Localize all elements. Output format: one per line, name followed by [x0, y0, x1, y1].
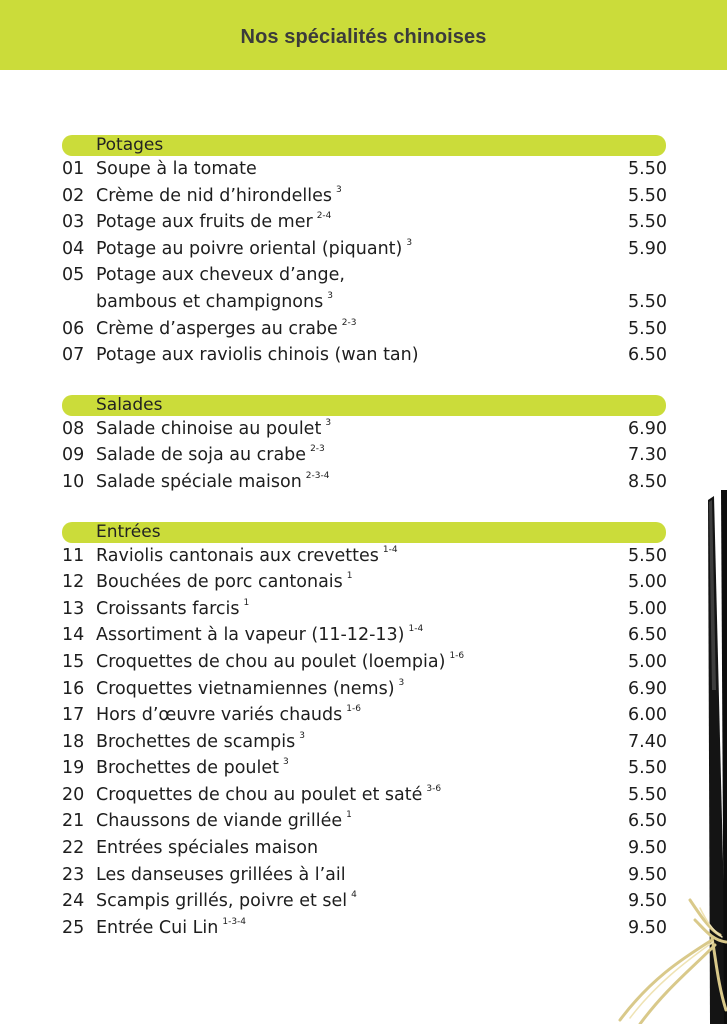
- item-name-text: Scampis grillés, poivre et sel: [96, 891, 348, 912]
- item-name-text: Brochettes de poulet: [96, 758, 280, 779]
- item-number: 19: [62, 758, 85, 779]
- menu-section: [0, 395, 727, 496]
- allergen-codes: 4: [351, 890, 357, 901]
- menu-item: [0, 156, 727, 183]
- item-name: [96, 342, 419, 369]
- item-number: 20: [62, 784, 85, 805]
- item-number: 01: [62, 159, 85, 179]
- menu-item: [0, 622, 727, 649]
- menu-item: [0, 469, 727, 496]
- item-price: 5.50: [628, 159, 667, 179]
- item-name-text: Crème de nid d’hirondelles: [96, 185, 332, 206]
- item-name-text: Soupe à la tomate: [96, 159, 257, 179]
- item-price: 6.90: [628, 678, 667, 699]
- allergen-codes: 2-3: [341, 317, 357, 328]
- menu-item: [0, 782, 727, 809]
- item-name-text: Raviolis cantonais aux crevettes: [96, 545, 379, 566]
- item-name-text: Croquettes de chou au poulet et saté: [96, 784, 423, 805]
- item-number: 07: [62, 345, 85, 366]
- item-name: [96, 676, 404, 703]
- item-name: [96, 262, 345, 289]
- item-name-text: Potage aux raviolis chinois (wan tan): [96, 345, 419, 366]
- item-price: 5.90: [628, 238, 667, 259]
- item-number: 10: [62, 471, 85, 492]
- item-price: 5.50: [628, 185, 667, 206]
- menu-item: [0, 702, 727, 729]
- item-name-text: Les danseuses grillées à l’ail: [96, 864, 346, 885]
- allergen-codes: 3: [327, 290, 333, 301]
- menu-item: [0, 755, 727, 782]
- item-number: 18: [62, 731, 85, 752]
- item-number: 08: [62, 418, 85, 439]
- item-price: 7.40: [628, 731, 667, 752]
- item-name: [96, 569, 353, 596]
- item-number: 25: [62, 917, 85, 938]
- item-name-text: Potage aux cheveux d’ange,: [96, 265, 345, 286]
- allergen-codes: 1-3-4: [222, 916, 247, 927]
- item-name: [96, 469, 329, 496]
- item-name: [96, 442, 325, 469]
- menu-item: [0, 649, 727, 676]
- allergen-codes: 3: [325, 417, 332, 428]
- allergen-codes: 2-4: [316, 211, 332, 222]
- allergen-codes: 1: [346, 810, 352, 821]
- item-name-text: Entrée Cui Lin: [96, 917, 219, 938]
- item-number: 15: [62, 651, 85, 672]
- allergen-codes: 2-3: [310, 444, 325, 455]
- item-name: [96, 289, 333, 316]
- item-name-text: Brochettes de scampis: [96, 731, 296, 752]
- item-number: 11: [62, 545, 85, 566]
- page-title: Nos spécialités chinoises: [240, 26, 487, 48]
- menu-item: [0, 729, 727, 756]
- menu-item: [0, 569, 727, 596]
- menu-section: [0, 135, 727, 369]
- menu-item: [0, 289, 727, 316]
- section-title: Potages: [96, 135, 164, 155]
- item-number: 02: [62, 185, 85, 206]
- allergen-codes: 3: [398, 677, 405, 688]
- item-name-text: Croquettes de chou au poulet (loempia): [96, 651, 446, 672]
- allergen-codes: 1-6: [346, 704, 361, 715]
- item-price: 7.30: [628, 445, 667, 466]
- menu-item: [0, 835, 727, 862]
- item-name-text: Bouchées de porc cantonais: [96, 572, 343, 593]
- item-name-text: Crème d’asperges au crabe: [96, 318, 338, 339]
- menu-item: [0, 416, 727, 443]
- item-price: 6.50: [628, 811, 667, 832]
- menu-item: [0, 442, 727, 469]
- item-number: 09: [62, 445, 85, 466]
- item-price: 9.50: [628, 917, 667, 938]
- item-price: 5.50: [628, 291, 667, 312]
- menu-item: [0, 183, 727, 210]
- section-title: Salades: [96, 394, 163, 415]
- item-price: 8.50: [628, 471, 667, 492]
- section-header: [62, 522, 666, 543]
- item-price: 5.00: [628, 572, 667, 593]
- item-name: [96, 862, 346, 889]
- item-name-text: Croquettes vietnamiennes (nems): [96, 678, 395, 699]
- item-name: [96, 236, 412, 263]
- item-name-text: Hors d’œuvre variés chauds: [96, 705, 343, 726]
- item-price: 5.00: [628, 598, 667, 619]
- item-name: [96, 316, 357, 343]
- item-name-text: Entrées spéciales maison: [96, 838, 319, 859]
- item-price: 5.00: [628, 651, 667, 672]
- item-name: [96, 183, 342, 210]
- item-name: [96, 755, 289, 782]
- item-name: [96, 156, 257, 183]
- menu-item: [0, 262, 727, 289]
- menu-item: [0, 808, 727, 835]
- item-name: [96, 888, 357, 915]
- menu-item: [0, 915, 727, 942]
- item-name: [96, 808, 352, 835]
- allergen-codes: 3: [283, 757, 289, 768]
- item-price: 6.50: [628, 345, 667, 366]
- item-name-text: Potage au poivre oriental (piquant): [96, 238, 403, 259]
- menu-item: [0, 676, 727, 703]
- item-number: 16: [62, 678, 85, 699]
- item-name-text: Salade chinoise au poulet: [96, 418, 322, 439]
- item-name: [96, 782, 441, 809]
- item-number: 14: [62, 625, 85, 646]
- item-number: 22: [62, 838, 85, 859]
- item-name-text: Chaussons de viande grillée: [96, 811, 343, 832]
- item-number: 03: [62, 212, 85, 233]
- item-price: 5.50: [628, 758, 667, 779]
- item-price: 5.50: [628, 545, 667, 566]
- section-title: Entrées: [96, 521, 161, 542]
- item-price: 9.50: [628, 838, 667, 859]
- menu-section: [0, 522, 727, 942]
- item-name: [96, 543, 398, 570]
- item-name: [96, 416, 331, 443]
- menu-item: [0, 862, 727, 889]
- allergen-codes: 1-6: [449, 650, 465, 661]
- item-name-text: Potage aux fruits de mer: [96, 212, 313, 233]
- allergen-codes: 1: [346, 571, 353, 582]
- item-name: [96, 702, 361, 729]
- item-price: 5.50: [628, 318, 667, 339]
- menu-item: [0, 596, 727, 623]
- item-price: 9.50: [628, 891, 667, 912]
- item-number: 12: [62, 572, 85, 593]
- item-price: 6.50: [628, 625, 667, 646]
- item-number: 06: [62, 318, 85, 339]
- allergen-codes: 1: [243, 597, 250, 608]
- item-name: [96, 915, 246, 942]
- item-number: 13: [62, 598, 85, 619]
- item-price: 6.90: [628, 418, 667, 439]
- menu-item: [0, 209, 727, 236]
- allergen-codes: 2-3-4: [305, 470, 330, 481]
- item-name-text: Croissants farcis: [96, 598, 240, 619]
- menu-item: [0, 236, 727, 263]
- item-name: [96, 209, 331, 236]
- menu-item: [0, 342, 727, 369]
- item-name: [96, 729, 305, 756]
- item-name-text: Salade de soja au crabe: [96, 445, 307, 466]
- menu-item: [0, 316, 727, 343]
- item-number: 24: [62, 891, 85, 912]
- item-name-text: Assortiment à la vapeur (11-12-13): [96, 625, 405, 646]
- item-name: [96, 649, 464, 676]
- item-number: 04: [62, 238, 85, 259]
- item-name-text: Salade spéciale maison: [96, 471, 302, 492]
- menu-list: [0, 135, 727, 967]
- item-name: [96, 835, 318, 862]
- allergen-codes: 1-4: [382, 544, 398, 555]
- menu-item: [0, 543, 727, 570]
- item-number: 21: [62, 811, 85, 832]
- item-name-text: bambous et champignons: [96, 291, 324, 312]
- allergen-codes: 3: [299, 730, 305, 741]
- item-name: [96, 622, 423, 649]
- allergen-codes: 3-6: [426, 783, 442, 794]
- allergen-codes: 1-4: [408, 624, 424, 635]
- item-number: 17: [62, 705, 85, 726]
- item-price: 9.50: [628, 864, 667, 885]
- allergen-codes: 3: [335, 184, 342, 195]
- section-header: [62, 395, 666, 416]
- section-header: [62, 135, 666, 156]
- menu-item: [0, 888, 727, 915]
- allergen-codes: 3: [406, 237, 413, 248]
- item-number: 05: [62, 265, 85, 286]
- item-price: 5.50: [628, 212, 667, 233]
- item-name: [96, 596, 249, 623]
- item-number: 23: [62, 864, 85, 885]
- item-price: 5.50: [628, 784, 667, 805]
- page-header: [0, 0, 727, 70]
- item-price: 6.00: [628, 705, 667, 726]
